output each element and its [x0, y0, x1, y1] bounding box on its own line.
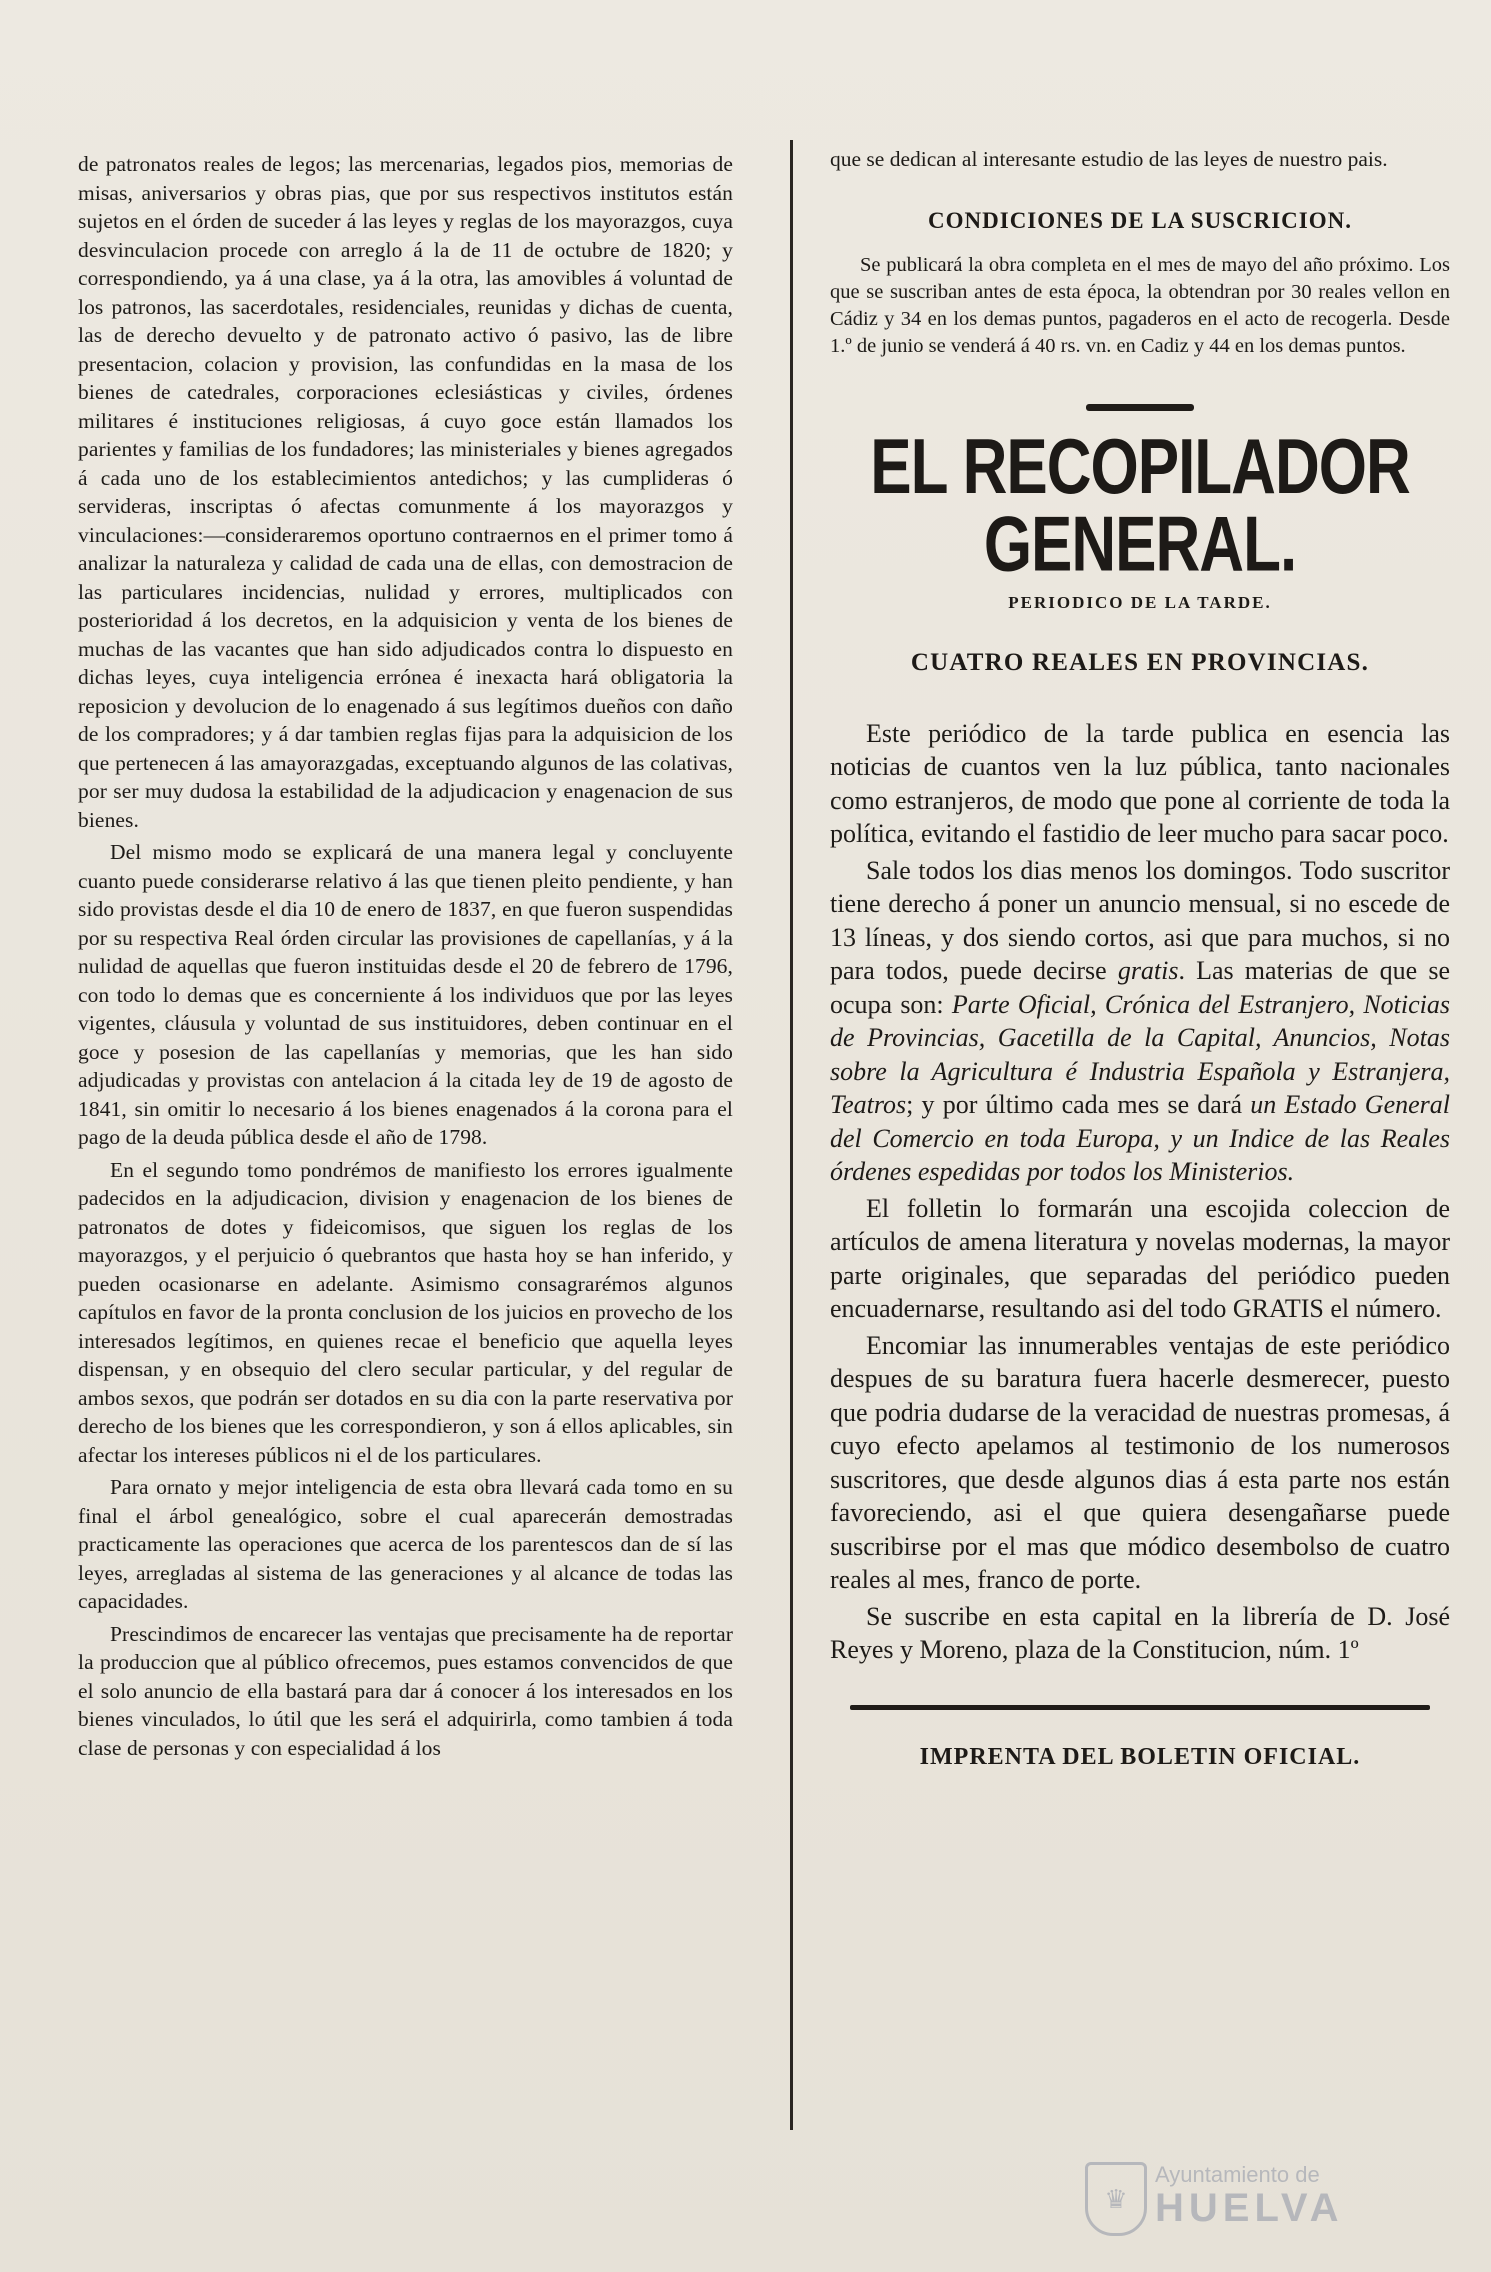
left-paragraph-3: En el segundo tomo pondrémos de manifiesto los errores igualmente padecidos en la adjudicacion, division y enagenacion de los bienes de patronatos de dotes y fideicomisos, que siguen los reglas de los mayorazgos, y el perjuicio ó quebrantos que hasta hoy se han inferido, y pueden ocasionarse en adelante. Asimismo consagrarémos algunos capítulos en favor de la pronta conclusion de los juicios en provecho de los interesados legítimos, en quienes recae el beneficio que aquella leyes dispensan, y en obsequio del clero secular particular, y del regular de ambos sexos, que podrán ser dotados en su dia con la parte reservativa por derecho de los bienes que les correspondieron, y son á ellos aplicables, sin afectar los intereses públicos ni el de los particulares. [78, 1157, 733, 1467]
left-paragraph-4: Para ornato y mejor inteligencia de esta obra llevará cada tomo en su final el árbol genealógico, sobre el cual aparecerán demostradas practicamente las operaciones que acerca de los parentescos dan de sí las leyes, arregladas al sistema de las generaciones y al alcance de todas las capacidades. [78, 1475, 733, 1613]
printer-imprint: IMPRENTA DEL BOLETIN OFICIAL. [919, 1743, 1361, 1770]
advertisement-body [830, 717, 1450, 1667]
ad-text: El folletin lo formarán una escojida coleccion de artículos de amena literatura y novelas modernas, la mayor parte originales, que separadas del periódico pueden encuadernarse, resultando asi del todo GRATIS el número. [830, 1193, 1450, 1323]
ad-text: Sale todos los dias menos los domingos. Todo suscritor tiene derecho á poner un anuncio mensual, si no escede de 13 líneas, y dos siendo cortos, asi que para muchos, si no para todos, puede decirse [830, 855, 1450, 985]
watermark-line-2: HUELVA [1155, 2186, 1344, 2230]
ad-italic-text: Parte Oficial, Crónica del Estranjero, Noticias de Provincias, Gacetilla de la Capital, Anuncios, Notas sobre la Agricultura é Industria Española y Estranjera, Teatros [830, 989, 1450, 1119]
masthead-title: EL RECOPILADOR GENERAL. [870, 423, 1410, 588]
column-divider [790, 140, 793, 2130]
ad-text: Encomiar las innumerables ventajas de este periódico despues de su baratura fuera hacerle desmerecer, puesto que podria dudarse de la veracidad de nuestras promesas, á cuyo efecto apelamos al testimonio de los numerosos suscritores, que desde algunos dias á esta parte nos están favoreciendo, asi el que quiera desengañarse puede suscribirse por el mas que módico desembolso de cuatro reales al mes, franco de porte. [830, 1330, 1450, 1594]
city-seal-icon: ♛ [1085, 2162, 1147, 2236]
footer-rule [850, 1705, 1430, 1710]
conditions-text: Se publicará la obra completa en el mes de mayo del año próximo. Los que se suscriban antes de esta época, la obtendran por 30 reales vellon en Cádiz y 34 en los demas puntos, pagaderos en el acto de recogerla. Desde 1.º de junio se venderá á 40 rs. vn. en Cadiz y 44 en los demas puntos. [830, 253, 1450, 357]
ad-text: Este periódico de la tarde publica en esencia las noticias de cuantos ven la luz pública, tanto nacionales como estranjeros, de modo que pone al corriente de toda la política, evitando el fastidio de leer mucho para sacar poco. [830, 718, 1450, 848]
right-column [830, 145, 1450, 1771]
section-rule [1086, 404, 1194, 411]
left-paragraph-5: Prescindimos de encarecer las ventajas que precisamente ha de reportar la produccion que al público ofrecemos, pues estamos convencidos de que el solo anuncio de ella bastará para dar á conocer á los interesados en los bienes vinculados, lo útil que les será el adquirirla, como tambien á toda clase de personas y con especialidad á los [78, 1621, 733, 1760]
archive-watermark [1085, 2162, 1415, 2232]
ad-italic-text: gratis [1117, 956, 1179, 985]
conditions-heading: CONDICIONES DE LA SUSCRICION. [928, 207, 1352, 233]
left-column [78, 150, 733, 1766]
ad-paragraph-1 [830, 717, 1450, 851]
ad-text: Se suscribe en esta capital en la librería de D. José Reyes y Moreno, plaza de la Constitucion, núm. 1º [830, 1601, 1450, 1664]
ad-italic-text: un Estado General del Comercio en toda Europa, y un Indice de las Reales órdenes espedidas por todos los Ministerios. [830, 1090, 1450, 1186]
watermark-line-1: Ayuntamiento de [1155, 2162, 1320, 2187]
ad-paragraph-2 [830, 854, 1450, 1189]
left-paragraph-1: de patronatos reales de legos; las mercenarias, legados pios, memorias de misas, aniversarios y obras pias, que por sus respectivos institutos están sujetos en el órden de suceder á las leyes y reglas de los mayorazgos, cuya desvinculacion procede con arreglo á la de 11 de octubre de 1820; y correspondiendo, ya á una clase, ya á la otra, las amovibles á voluntad de los patronos, las sacerdotales, residenciales, reunidas y dichas de cuenta, las de derecho devuelto y de patronato activo ó pasivo, las de libre presentacion, colacion y provision, las confundidas en la masa de los bienes de catedrales, corporaciones eclesiásticas y civiles, órdenes militares é instituciones religiosas, á cuyo goce están llamados los parientes y familias de los fundadores; las ministeriales y bienes agregados á cada uno de los establecimientos antedichos; y las cumplideras ó servideras, inscriptas ó afectas comunmente á los mayorazgos y vinculaciones:—consideraremos oportuno contraernos en el primer tomo á analizar la naturaleza y calidad de cada una de ellas, con demostracion de las particulares incidencias, nulidad y errores, multiplicados con posterioridad á los decretos, en la adquisicion y venta de los bienes de muchas de las vacantes que han sido adjudicados contra lo dispuesto en dichas leyes, cuya inteligencia errónea é inexacta hará obligatoria la reposicion y devolucion de lo enagenado á sus legítimos dueños con daño de los compradores; y á dar tambien reglas fijas para la adquisicion de los que pertenecen á las amayorazgadas, exceptuando algunos de las colativas, por ser muy dudosa la estabilidad de la adjudicacion y enagenacion de sus bienes. [78, 152, 733, 832]
price-heading: CUATRO REALES EN PROVINCIAS. [910, 648, 1370, 676]
masthead-subtitle: PERIODICO DE LA TARDE. [1008, 592, 1272, 612]
right-intro-text: que se dedican al interesante estudio de las leyes de nuestro pais. [830, 147, 1388, 171]
ad-paragraph-3 [830, 1192, 1450, 1326]
ad-paragraph-5 [830, 1600, 1450, 1667]
ad-text: ; y por último cada mes se dará [906, 1090, 1251, 1119]
ad-text: . Las materias de que se ocupa son: [830, 956, 1450, 1019]
ad-paragraph-4 [830, 1329, 1450, 1597]
left-paragraph-2: Del mismo modo se explicará de una manera legal y concluyente cuanto puede considerarse relativo á las que tienen pleito pendiente, y han sido provistas desde el dia 10 de enero de 1837, en que fueron suspendidas por su respectiva Real órden circular las provisiones de capellanías, y á la nulidad de aquellas que fueron instituidas desde el 20 de febrero de 1796, con todo lo demas que es concerniente á los individuos que por las leyes vigentes, cláusula y voluntad de sus instituidores, deben continuar en el goce y posesion de las capellanías y memorias, que les han sido adjudicadas y provistas con antelacion á la citada ley de 19 de agosto de 1841, sin omitir lo necesario á los bienes enagenados á la corona para el pago de la deuda pública desde el año de 1798. [78, 840, 733, 1149]
